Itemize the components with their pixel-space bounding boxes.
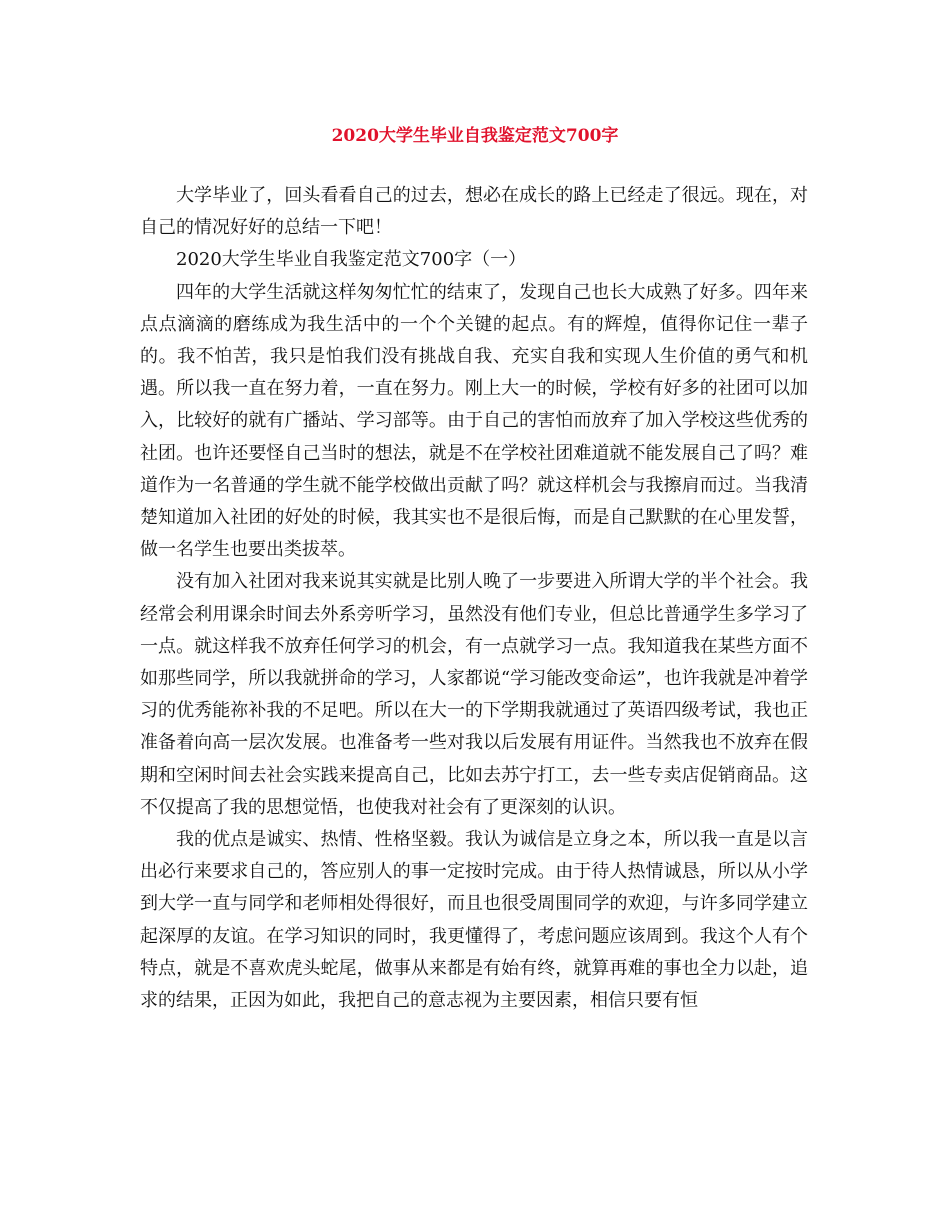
document-title: 2020大学生毕业自我鉴定范文700字 <box>331 126 619 146</box>
intro-paragraph: 大学毕业了，回头看看自己的过去，想必在成长的路上已经走了很远。现在，对自己的情况好好的总结一下吧！ <box>140 185 808 239</box>
body-paragraph-2: 没有加入社团对我来说其实就是比别人晚了一步要进入所谓大学的半个社会。我经常会利用课余时间去外系旁听学习，虽然没有他们专业，但总比普通学生多学习了一点。就这样我不放弃任何学习的机会，有一点就学习一点。我知道我在某些方面不如那些同学，所以我就拼命的学习，人家都说“学习能改变命运”，也许我就是冲着学习的优秀能祢补我的不足吧。所以在大一的下学期我就通过了英语四级考试，我也正准备着向高一层次发展。也准备考一些对我以后发展有用证件。当然我也不放弃在假期和空闲时间去社会实践来提高自己，比如去苏宁打工，去一些专卖店促销商品。这不仅提高了我的思想觉悟，也使我对社会有了更深刻的认识。 <box>140 571 808 818</box>
section-heading: 2020大学生毕业自我鉴定范文700字（一） <box>176 249 527 271</box>
document-body <box>140 180 808 1017</box>
body-paragraph-3: 我的优点是诚实、热情、性格坚毅。我认为诚信是立身之本，所以我一直是以言出必行来要求自己的，答应别人的事一定按时完成。由于待人热情诚恳，所以从小学到大学一直与同学和老师相处得很好，而且也很受周围同学的欢迎，与许多同学建立起深厚的友谊。在学习知识的同时，我更懂得了，考虑问题应该周到。我这个人有个特点，就是不喜欢虎头蛇尾，做事从来都是有始有终，就算再难的事也全力以赴，追求的结果，正因为如此，我把自己的意志视为主要因素，相信只要有恒 <box>140 829 808 1012</box>
body-paragraph-1: 四年的大学生活就这样匆匆忙忙的结束了，发现自己也长大成熟了好多。四年来点点滴滴的磨练成为我生活中的一个个关键的起点。有的辉煌，值得你记住一辈子的。我不怕苦，我只是怕我们没有挑战自我、充实自我和实现人生价值的勇气和机遇。所以我一直在努力着，一直在努力。刚上大一的时候，学校有好多的社团可以加入，比较好的就有广播站、学习部等。由于自己的害怕而放弃了加入学校这些优秀的社团。也许还要怪自己当时的想法，就是不在学校社团难道就不能发展自己了吗？难道作为一名普通的学生就不能学校做出贡献了吗？就这样机会与我擦肩而过。当我清楚知道加入社团的好处的时候，我其实也不是很后悔，而是自己默默的在心里发誓，做一名学生也要出类拔萃。 <box>140 281 808 561</box>
